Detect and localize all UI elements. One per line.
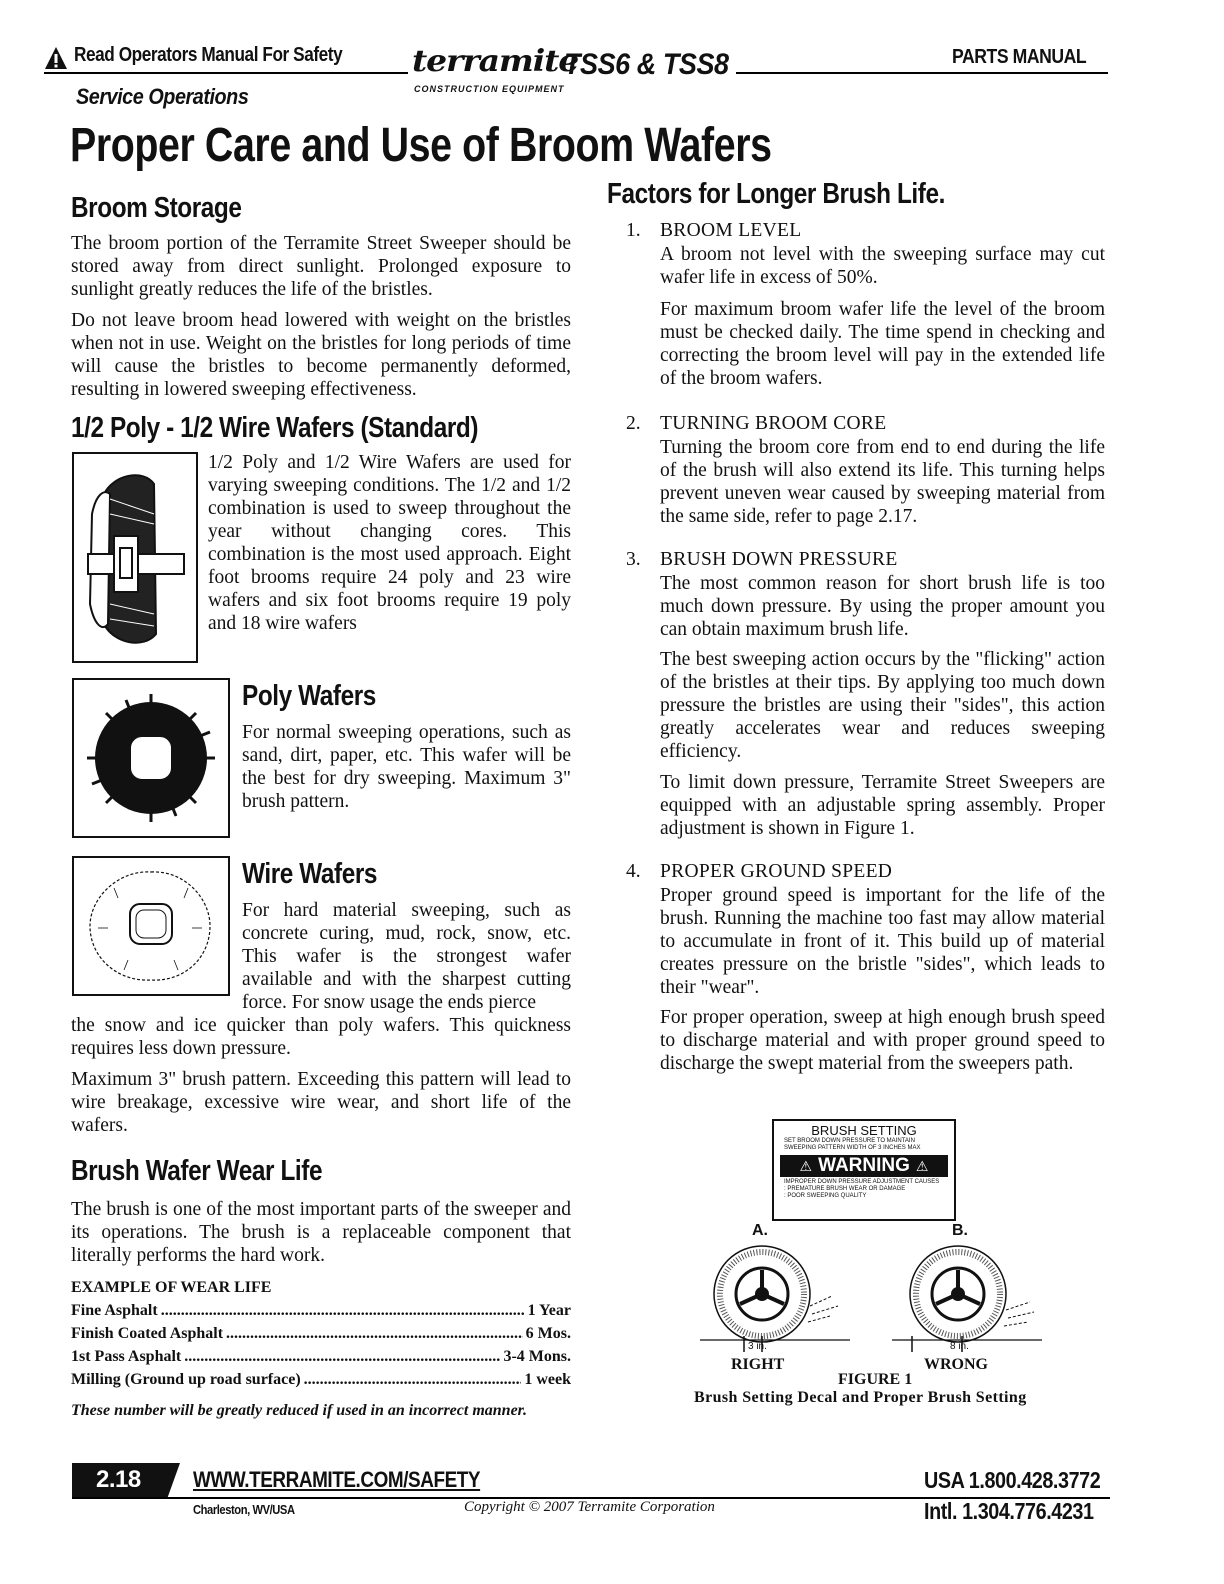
manual-type: PARTS MANUAL — [952, 46, 1087, 68]
decal-line: : POOR SWEEPING QUALITY — [784, 1193, 867, 1199]
wear-row-label: Fine Asphalt — [71, 1302, 158, 1319]
wear-row — [71, 1371, 571, 1389]
brush-setting-decal — [772, 1119, 956, 1221]
caption-wrong: WRONG — [924, 1356, 988, 1373]
item-number: 3. — [626, 549, 641, 570]
item-paragraph: For maximum broom wafer life the level of the broom must be checked daily. The time spend in checking and correcting the broom level will pay in the extended life of the broom wafers. — [660, 299, 1105, 389]
item-title: BROOM LEVEL — [660, 220, 802, 241]
footer-location: Charleston, WV/USA — [193, 1502, 295, 1517]
logo-subtitle: CONSTRUCTION EQUIPMENT — [414, 84, 565, 94]
copyright: Copyright © 2007 Terramite Corporation — [464, 1499, 715, 1515]
wear-row — [71, 1302, 571, 1320]
wear-life-note: These number will be greatly reduced if used in an incorrect manner. — [71, 1402, 528, 1419]
poly-heading: Poly Wafers — [242, 680, 376, 712]
logo-models: TSS6 & TSS8 — [564, 48, 729, 81]
wear-row-value: 3-4 Mons. — [503, 1348, 571, 1365]
item-paragraph: The best sweeping action occurs by the "flicking" action of the bristles at their tips. By applying too much down pressure the bristles are using their "sides", this action greatly accelerates wear and reduces sweeping efficiency. — [660, 649, 1105, 762]
factors-heading: Factors for Longer Brush Life. — [607, 178, 945, 210]
wear-row-label: 1st Pass Asphalt — [71, 1348, 182, 1365]
warning-triangle-icon: ⚠ — [915, 1157, 929, 1174]
warning-triangle-icon — [44, 46, 68, 70]
figure-b-label: B. — [952, 1222, 968, 1239]
wear-example-heading: EXAMPLE OF WEAR LIFE — [71, 1279, 272, 1296]
wear-row-value: 6 Mos. — [525, 1325, 571, 1342]
safety-notice: Read Operators Manual For Safety — [74, 44, 343, 66]
caption-right: RIGHT — [731, 1356, 785, 1373]
brush-diagram-wrong — [892, 1244, 1042, 1354]
half-poly-text: 1/2 Poly and 1/2 Wire Wafers are used for varying sweeping conditions. The 1/2 and 1/2 combination is used to sweep throughout the year without changing cores. This combination is the most used approach. Eight foot brooms require 24 poly and 23 wire wafers and six foot brooms require 19 poly and 18 wire wafers — [208, 452, 571, 634]
wear-row — [71, 1348, 571, 1366]
page-title: Proper Care and Use of Broom Wafers — [70, 119, 772, 172]
width-label-wrong: 8 in. — [950, 1341, 969, 1352]
item-paragraph: Proper ground speed is important for the life of the brush. Running the machine too fast may allow material to accumulate in front of it. This build up of material creates pressure on the bristle "sides", which leads to their "wear". — [660, 885, 1105, 998]
item-paragraph: The most common reason for short brush life is too much down pressure. By using the proper amount you can obtain maximum brush life. — [660, 573, 1105, 640]
width-label-right: 3 in. — [748, 1341, 767, 1352]
wear-row-label: Milling (Ground up road surface) — [71, 1371, 301, 1388]
header-rule-right — [736, 72, 1108, 74]
broom-storage-p1: The broom portion of the Terramite Street Sweeper should be stored away from direct sunlight. Prolonged exposure to sunlight greatly reduces the life of the bristles. — [71, 233, 571, 300]
terramite-logo — [412, 44, 742, 100]
wire-text-a: For hard material sweeping, such as concrete curing, mud, rock, snow, etc. This wafer is the strongest wafer available and with the sharpest cutting force. For snow usage the ends pierce — [242, 900, 571, 1013]
decal-title: BRUSH SETTING — [811, 1123, 917, 1138]
wear-life-text: The brush is one of the most important parts of the sweeper and its operations. The brush is a replaceable component that literally performs the hard work. — [71, 1199, 571, 1266]
wire-text-b: the snow and ice quicker than poly wafers. This quickness requires less down pressure. — [71, 1015, 571, 1059]
half-poly-heading: 1/2 Poly - 1/2 Wire Wafers (Standard) — [71, 412, 479, 444]
figure-a-label: A. — [752, 1222, 768, 1239]
item-title: TURNING BROOM CORE — [660, 413, 887, 434]
item-title: PROPER GROUND SPEED — [660, 861, 893, 882]
wire-heading: Wire Wafers — [242, 858, 378, 890]
decal-line: : PREMATURE BRUSH WEAR OR DAMAGE — [784, 1186, 906, 1192]
safety-url-link[interactable]: WWW.TERRAMITE.COM/SAFETY — [193, 1467, 481, 1492]
header-rule-left — [44, 72, 408, 74]
wear-life-heading: Brush Wafer Wear Life — [71, 1155, 323, 1187]
page-number: 2.18 — [96, 1466, 141, 1493]
poly-wafer-illustration — [72, 678, 230, 838]
decal-line: SET BROOM DOWN PRESSURE TO MAINTAIN — [784, 1138, 915, 1144]
wire-wafer-illustration — [72, 856, 230, 996]
item-number: 4. — [626, 861, 641, 882]
wear-row — [71, 1325, 571, 1343]
wear-row-label: Finish Coated Asphalt — [71, 1325, 224, 1342]
warning-triangle-icon: ⚠ — [799, 1157, 813, 1174]
item-paragraph: A broom not level with the sweeping surface may cut wafer life in excess of 50%. — [660, 244, 1105, 288]
item-paragraph: To limit down pressure, Terramite Street Sweepers are equipped with an adjustable spring assembly. Proper adjustment is shown in Figure 1. — [660, 772, 1105, 839]
item-number: 1. — [626, 220, 641, 241]
decal-warning-bar — [780, 1155, 948, 1177]
brush-diagram-right — [700, 1244, 850, 1354]
decal-warning: WARNING — [818, 1155, 910, 1176]
figure-caption: Brush Setting Decal and Proper Brush Setting — [694, 1389, 1027, 1406]
item-paragraph: For proper operation, sweep at high enough brush speed to discharge material and with proper ground speed to discharge the swept material from the sweepers path. — [660, 1007, 1105, 1074]
half-wafer-illustration — [72, 452, 198, 663]
phone-intl: Intl. 1.304.776.4231 — [924, 1498, 1094, 1524]
broom-storage-p2: Do not leave broom head lowered with weight on the bristles when not in use. Weight on the bristles for long periods of time will cause the bristles to become permanently deformed, resulting in lowered sweeping effectiveness. — [71, 310, 571, 400]
item-number: 2. — [626, 413, 641, 434]
decal-line: SWEEPING PATTERN WIDTH OF 3 INCHES MAX — [784, 1145, 921, 1151]
section-title: Service Operations — [76, 84, 249, 109]
item-paragraph: Turning the broom core from end to end during the life of the brush will also extend its life. This turning helps prevent uneven wear caused by sweeping material from the same side, refer to page 2.17. — [660, 437, 1105, 527]
wear-row-value: 1 Year — [527, 1302, 571, 1319]
broom-storage-heading: Broom Storage — [71, 192, 242, 224]
decal-line: IMPROPER DOWN PRESSURE ADJUSTMENT CAUSES — [784, 1179, 940, 1185]
phone-usa: USA 1.800.428.3772 — [924, 1467, 1101, 1493]
wear-row-value: 1 week — [524, 1371, 571, 1388]
item-title: BRUSH DOWN PRESSURE — [660, 549, 898, 570]
logo-brand: terramite — [412, 44, 579, 79]
poly-text: For normal sweeping operations, such as sand, dirt, paper, etc. This wafer will be the best for dry sweeping. Maximum 3" brush pattern. — [242, 722, 571, 812]
figure-number: FIGURE 1 — [838, 1371, 913, 1388]
wire-text-c: Maximum 3" brush pattern. Exceeding this pattern will lead to wire breakage, excessive wire wear, and short life of the wafers. — [71, 1069, 571, 1136]
